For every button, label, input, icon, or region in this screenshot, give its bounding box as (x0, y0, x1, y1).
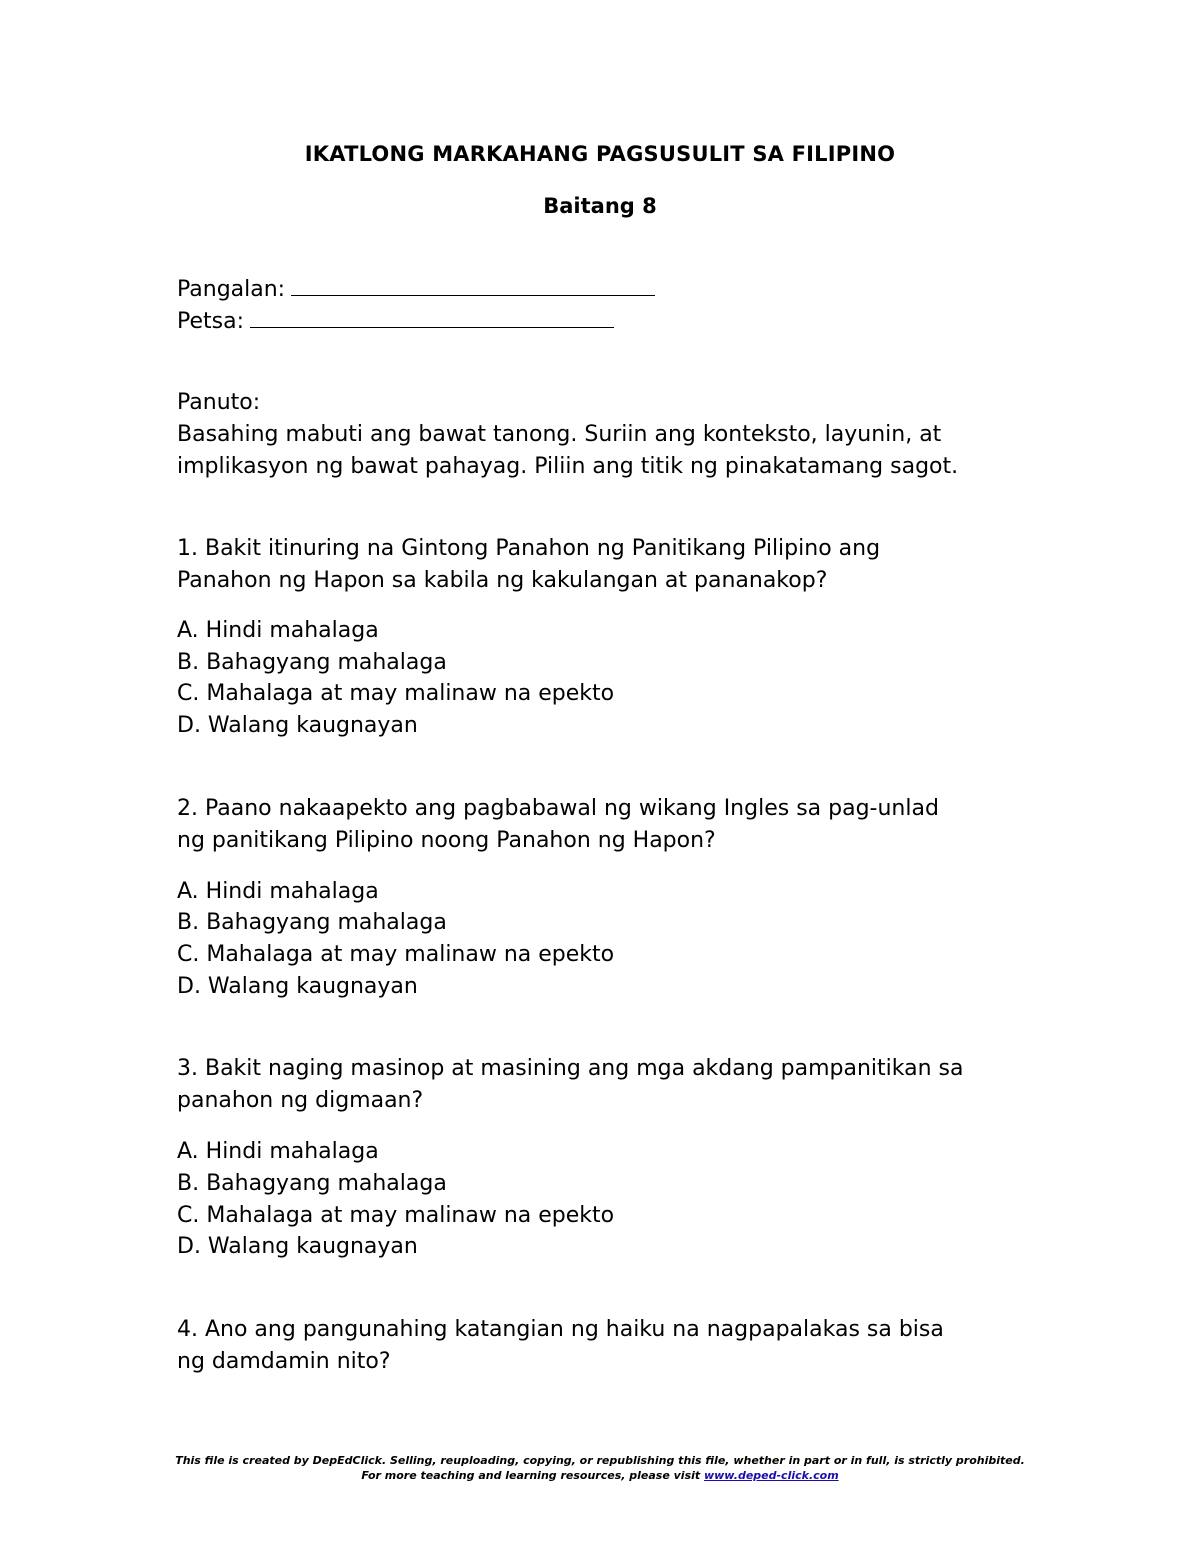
instructions-line-1: Basahing mabuti ang bawat tanong. Suriin ang konteksto, layunin, at (177, 422, 942, 447)
question-3-choice-b[interactable]: B. Bahagyang mahalaga (177, 1171, 447, 1196)
date-field (177, 305, 614, 338)
question-3-choice-d[interactable]: D. Walang kaugnayan (177, 1234, 418, 1259)
question-1-text-line-1: 1. Bakit itinuring na Gintong Panahon ng Panitikang Pilipino ang (177, 536, 881, 561)
date-blank[interactable] (250, 305, 614, 328)
question-1-text-line-2: Panahon ng Hapon sa kabila ng kakulangan at pananakop? (177, 568, 828, 593)
question-4-text-line-2: ng damdamin nito? (177, 1349, 391, 1374)
footer-resources-line (0, 1468, 1200, 1483)
question-2-text-line-2: ng panitikang Pilipino noong Panahon ng Hapon? (177, 828, 716, 853)
name-field (177, 273, 655, 306)
footer-notice: This file is created by DepEdClick. Selling, reuploading, copying, or republishing this file, whether in part or in full, is strictly prohibited. (175, 1454, 1025, 1467)
question-2-choice-c[interactable]: C. Mahalaga at may malinaw na epekto (177, 942, 615, 967)
instructions-line-2: implikasyon ng bawat pahayag. Piliin ang titik ng pinakatamang sagot. (177, 454, 959, 479)
question-3-text-line-2: panahon ng digmaan? (177, 1088, 424, 1113)
question-1-choice-a[interactable]: A. Hindi mahalaga (177, 618, 379, 643)
copyright-footer (0, 1453, 1200, 1483)
question-3-choice-c[interactable]: C. Mahalaga at may malinaw na epekto (177, 1203, 615, 1228)
website-link[interactable]: www.deped-click.com (703, 1469, 839, 1482)
name-blank[interactable] (291, 273, 655, 296)
grade-level: Baitang 8 (543, 194, 657, 218)
question-1-choice-d[interactable]: D. Walang kaugnayan (177, 713, 418, 738)
question-2-choice-d[interactable]: D. Walang kaugnayan (177, 974, 418, 999)
name-label: Pangalan: (177, 277, 286, 302)
date-label: Petsa: (177, 309, 244, 334)
question-4-text-line-1: 4. Ano ang pangunahing katangian ng haiku na nagpapalakas sa bisa (177, 1317, 944, 1342)
footer-resources-text: For more teaching and learning resources, please visit (361, 1469, 704, 1482)
question-3-choice-a[interactable]: A. Hindi mahalaga (177, 1139, 379, 1164)
question-1-choice-c[interactable]: C. Mahalaga at may malinaw na epekto (177, 681, 615, 706)
question-2-choice-b[interactable]: B. Bahagyang mahalaga (177, 910, 447, 935)
instructions-heading: Panuto: (177, 390, 261, 415)
question-3-text-line-1: 3. Bakit naging masinop at masining ang mga akdang pampanitikan sa (177, 1056, 964, 1081)
question-2-text-line-1: 2. Paano nakaapekto ang pagbabawal ng wikang Ingles sa pag-unlad (177, 796, 939, 821)
exam-title: IKATLONG MARKAHANG PAGSUSULIT SA FILIPINO (304, 142, 896, 166)
question-2-choice-a[interactable]: A. Hindi mahalaga (177, 879, 379, 904)
question-1-choice-b[interactable]: B. Bahagyang mahalaga (177, 650, 447, 675)
